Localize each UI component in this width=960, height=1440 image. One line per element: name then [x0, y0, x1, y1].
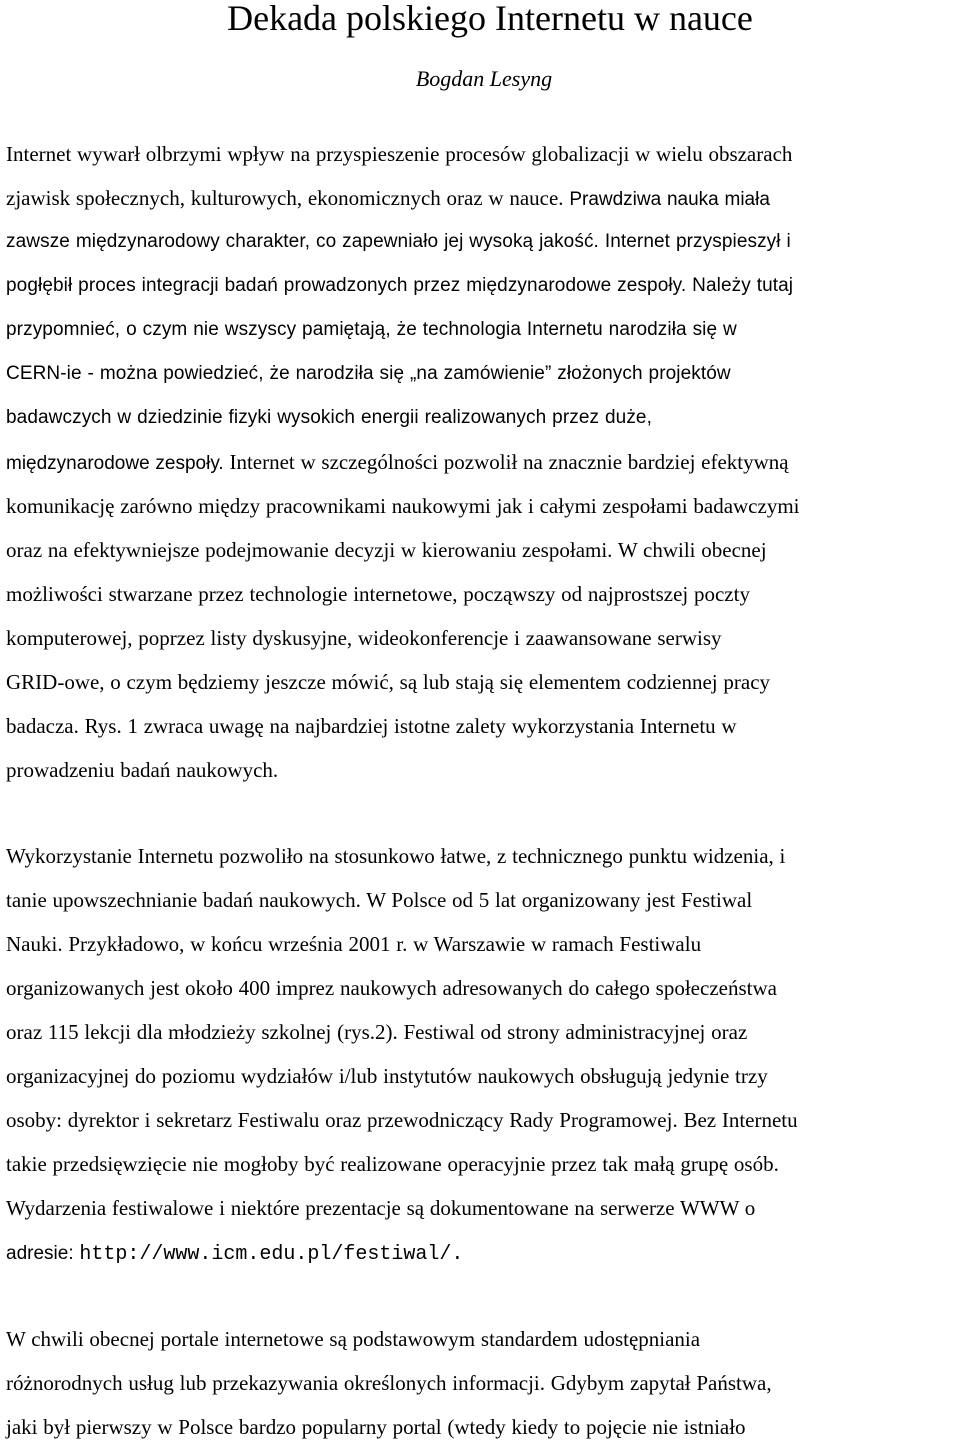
text-span: Prawdziwa nauka miała	[569, 189, 770, 210]
paragraph-1-line-10	[6, 537, 767, 563]
text-span: zawsze międzynarodowy charakter, co zapewniało jej wysoką jakość.	[6, 231, 599, 252]
paragraph-1-line-9: komunikację zarówno między pracownikami naukowymi jak i całymi zespołami badawczymi	[6, 494, 800, 518]
paragraph-2-line-2: tanie upowszechnianie badań naukowych. W Polsce od 5 lat organizowany jest Festiwal	[6, 888, 753, 912]
paragraph-2-line-6: organizacyjnej do poziomu wydziałów i/lub instytutów naukowych obsługują jedynie trzy	[6, 1064, 768, 1088]
text-span: W chwili obecnej	[617, 538, 767, 562]
paragraph-2-line-5: oraz 115 lekcji dla młodzieży szkolnej (rys.2). Festiwal od strony administracyjnej oraz	[6, 1020, 748, 1044]
festival-url-link[interactable]: http://www.icm.edu.pl/festiwal/.	[79, 1243, 464, 1266]
paragraph-1-line-12: komputerowej, poprzez listy dyskusyjne, wideokonferencje i zaawansowane serwisy	[6, 626, 722, 650]
paragraph-1-line-1: Internet wywarł olbrzymi wpływ na przyspiesze​nie procesów globalizacji w wielu obszarach	[6, 142, 793, 166]
paragraph-1-line-15: prowadzeniu badań naukowych.	[6, 758, 279, 782]
paragraph-2-line-10	[6, 1239, 463, 1268]
paragraph-1-line-4	[6, 273, 793, 299]
paragraph-2-line-1: Wykorzystanie Internetu pozwoliło na stosunkowo łatwe, z technicznego punktu widzenia, i	[6, 844, 786, 868]
text-span: oraz na efektywniejsze podejmowanie decyzji w kierowaniu zespołami.	[6, 538, 613, 562]
paragraph-2-line-9: Wydarzenia festiwalowe i niektóre prezentacje są dokumentowane na serwerze WWW o	[6, 1196, 756, 1220]
document-title: Dekada polskiego Internetu w nauce	[227, 0, 753, 38]
text-span: międzynarodowe zespoły.	[6, 453, 224, 474]
paragraph-1-line-5: przypomnieć, o czym nie wszyscy pamiętają, że technologia Internetu narodziła się w	[6, 319, 737, 340]
text-span: pogłębił proces integracji badań prowadzonych przez międzynarodowe zespoły.	[6, 275, 687, 296]
paragraph-1-line-2	[6, 185, 770, 213]
paragraph-3-line-1: W chwili obecnej portale internetowe są podstawowym standardem udostępniania	[6, 1327, 701, 1351]
text-span: adresie:	[6, 1243, 74, 1264]
text-span: zjawisk społecznych, kulturowych, ekonomicznych oraz w nauce.	[6, 186, 564, 210]
text-span: Internet w szczególności pozwolił na znacznie bardziej efektywną	[229, 450, 789, 474]
paragraph-3-line-2: różnorodnych usług lub przekazywania określonych informacji. Gdybym zapytał Państwa,	[6, 1371, 772, 1395]
paragraph-1-line-6: CERN-ie - można powiedzieć, że narodziła się „na zamówienie” złożonych projektów	[6, 363, 731, 384]
paragraph-2-line-3: Nauki. Przykładowo, w końcu września 2001 r. w Warszawie w ramach Festiwalu	[6, 932, 702, 956]
author-name: Bogdan Lesyng	[415, 66, 553, 91]
text-span: Należy tutaj	[692, 275, 794, 296]
paragraph-3-line-3: jaki był pierwszy w Polsce bardzo popularny portal (wtedy kiedy to pojęcie nie istniało	[6, 1415, 746, 1439]
paragraph-2-line-8: takie przedsięwzięcie nie mogłoby być realizowane operacyjnie przez tak małą grupę osób.	[6, 1152, 779, 1176]
paragraph-1-line-3	[6, 229, 791, 255]
paragraph-2-line-7: osoby: dyrektor i sekretarz Festiwalu oraz przewodniczący Rady Programowej. Bez Internetu	[6, 1108, 798, 1132]
text-span: Internet przyspieszył i	[604, 231, 791, 252]
paragraph-1-line-14: badacza. Rys. 1 zwraca uwagę na najbardziej istotne zalety wykorzystania Internetu w	[6, 714, 737, 738]
paragraph-1-line-8	[6, 449, 789, 477]
paragraph-1-line-7: badawczych w dziedzinie fizyki wysokich energii realizowanych przez duże,	[6, 407, 652, 428]
paragraph-1-line-11: możliwości stwarzane przez technologie internetowe, począwszy od najprostszej poczty	[6, 582, 750, 606]
paragraph-1-line-13: GRID-owe, o czym będziemy jeszcze mówić, są lub stają się elementem codziennej pracy	[6, 670, 771, 694]
paragraph-2-line-4: organizowanych jest około 400 imprez naukowych adresowanych do całego społeczeństwa	[6, 976, 777, 1000]
